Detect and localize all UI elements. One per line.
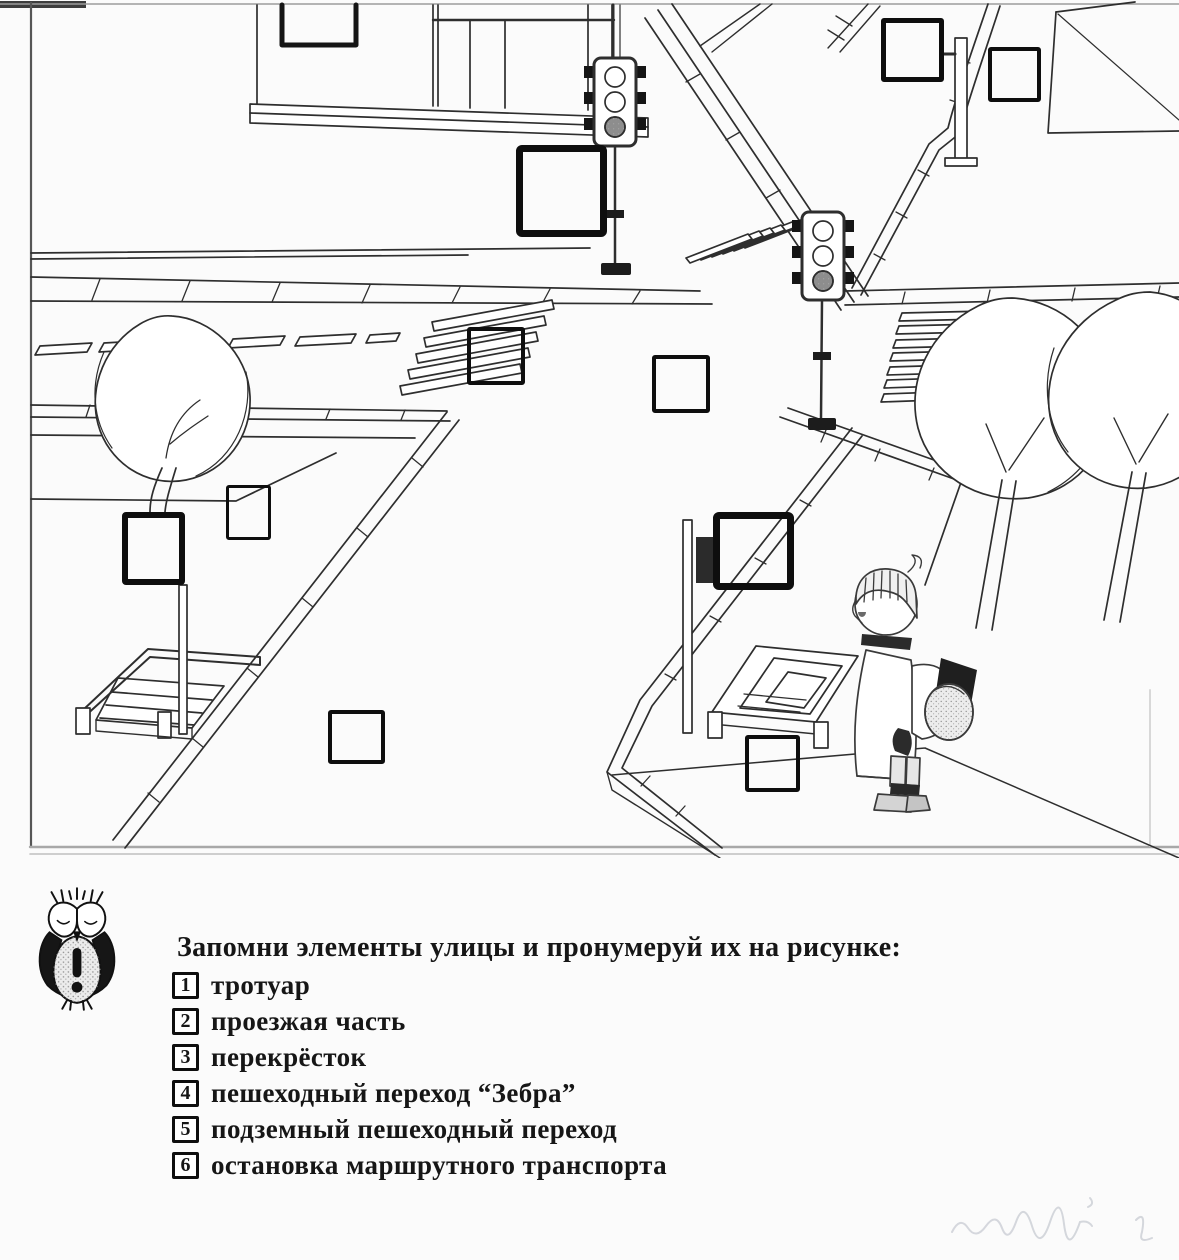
task-list: [172, 972, 667, 1188]
answer-box-8[interactable]: [713, 512, 794, 590]
item-number-box: 2: [172, 1008, 199, 1035]
item-number-box: 1: [172, 972, 199, 999]
item-number-box: 5: [172, 1116, 199, 1143]
owl-exclamation-icon: [28, 886, 126, 1012]
item-label: тротуар: [211, 970, 311, 1000]
item-number-box: 6: [172, 1152, 199, 1179]
bus-stop-sign-pole: [683, 520, 692, 733]
underground-sign-pole: [179, 585, 187, 734]
answer-box-3[interactable]: [516, 145, 607, 237]
answer-box-9[interactable]: [328, 710, 385, 764]
task-block: [0, 880, 1179, 1220]
tree-left: [95, 316, 250, 512]
item-number-box: 4: [172, 1080, 199, 1107]
answer-box-6[interactable]: [122, 512, 185, 585]
answer-box-5[interactable]: [652, 355, 710, 413]
answer-box-10[interactable]: [745, 735, 800, 792]
item-label: перекрёсток: [211, 1042, 367, 1072]
task-item-4: [172, 1080, 667, 1107]
item-label: проезжая часть: [211, 1006, 406, 1036]
task-item-1: [172, 972, 667, 999]
answer-box-4[interactable]: [467, 327, 525, 385]
faint-handwriting: [940, 1188, 1165, 1256]
underground-crossing-entrance: [76, 585, 260, 739]
answer-box-7[interactable]: [226, 485, 271, 540]
schoolboy: [853, 555, 977, 812]
item-label: пешеходный переход “Зебра”: [211, 1078, 576, 1108]
task-item-3: [172, 1044, 667, 1071]
task-title: Запомни элементы улицы и пронумеруй их на рисунке:: [177, 932, 902, 963]
item-number-box: 3: [172, 1044, 199, 1071]
answer-box-1[interactable]: [881, 18, 944, 82]
task-item-6: [172, 1152, 667, 1179]
task-item-2: [172, 1008, 667, 1035]
zebra-crossing-upper: [686, 219, 807, 263]
item-label: подземный пешеходный переход: [211, 1114, 618, 1144]
item-label: остановка маршрутного транспорта: [211, 1150, 668, 1180]
answer-box-2[interactable]: [988, 47, 1041, 102]
task-item-5: [172, 1116, 667, 1143]
traffic-light-2: [792, 212, 854, 430]
